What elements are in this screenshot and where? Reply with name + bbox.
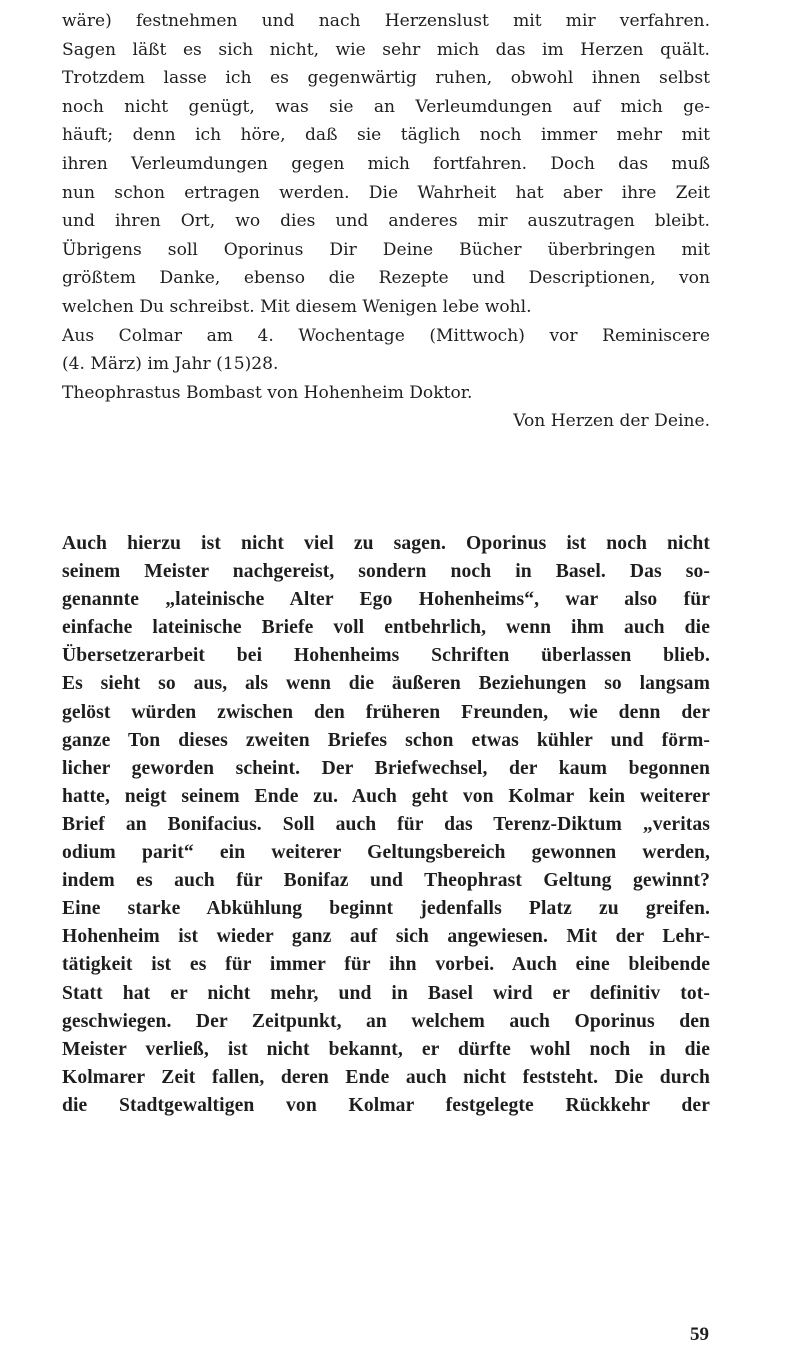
commentary-line: ganze Ton dieses zweiten Briefes schon etwas kühler und förm- — [62, 729, 710, 751]
commentary-line: licher geworden scheint. Der Briefwechsel, der kaum begonnen — [62, 757, 710, 779]
commentary-line: Hohenheim ist wieder ganz auf sich angewiesen. Mit der Lehr- — [62, 926, 710, 948]
commentary-line: Es sieht so aus, als wenn die äußeren Beziehungen so langsam — [62, 673, 710, 695]
letter-dateline: (4. März) im Jahr (15)28. — [62, 354, 279, 375]
letter-line: Trotzdem lasse ich es gegenwärtig ruhen, obwohl ihnen selbst — [62, 68, 710, 89]
editor-commentary — [62, 530, 710, 1120]
letter-line: und ihren Ort, wo dies und anderes mir auszutragen bleibt. — [62, 211, 710, 232]
book-page — [62, 0, 710, 1368]
commentary-line: odium parit“ ein weiterer Geltungsbereich gewonnen werden, — [62, 842, 710, 864]
letter-line: nun schon ertragen werden. Die Wahrheit hat aber ihre Zeit — [62, 182, 710, 203]
commentary-line: einfache lateinische Briefe voll entbehrlich, wenn ihm auch die — [62, 617, 710, 639]
commentary-line: hatte, neigt seinem Ende zu. Auch geht von Kolmar kein weiterer — [62, 785, 710, 807]
letter-translation — [62, 7, 710, 436]
commentary-line: gelöst würden zwischen den früheren Freunden, wie denn der — [62, 701, 710, 723]
commentary-line: Eine starke Abkühlung beginnt jedenfalls Platz zu greifen. — [62, 898, 710, 920]
letter-line: ihren Verleumdungen gegen mich fortfahren. Doch das muß — [62, 153, 710, 174]
letter-line: welchen Du schreibst. Mit diesem Wenigen lebe wohl. — [62, 296, 532, 317]
letter-closing: Von Herzen der Deine. — [513, 411, 710, 432]
commentary-line: genannte „lateinische Alter Ego Hohenheims“, war also für — [62, 589, 710, 611]
commentary-line: indem es auch für Bonifaz und Theophrast Geltung gewinnt? — [62, 870, 710, 892]
commentary-line: seinem Meister nachgereist, sondern noch in Basel. Das so- — [62, 561, 710, 583]
page-number: 59 — [690, 1324, 709, 1345]
letter-line: häuft; denn ich höre, daß sie täglich noch immer mehr mit — [62, 125, 710, 146]
letter-dateline: Aus Colmar am 4. Wochentage (Mittwoch) vor Reminiscere — [62, 325, 710, 346]
commentary-line: tätigkeit ist es für immer für ihn vorbei. Auch eine bleibende — [62, 954, 710, 976]
letter-line: noch nicht genügt, was sie an Verleumdungen auf mich ge- — [62, 96, 710, 117]
commentary-line: Übersetzerarbeit bei Hohenheims Schriften überlassen blieb. — [62, 645, 710, 667]
letter-line: Sagen läßt es sich nicht, wie sehr mich das im Herzen quält. — [62, 39, 710, 60]
commentary-line: Brief an Bonifacius. Soll auch für das Terenz-Diktum „veritas — [62, 813, 710, 835]
commentary-line: Kolmarer Zeit fallen, deren Ende auch nicht feststeht. Die durch — [62, 1066, 710, 1088]
commentary-line: Auch hierzu ist nicht viel zu sagen. Oporinus ist noch nicht — [62, 533, 710, 554]
commentary-line: geschwiegen. Der Zeitpunkt, an welchem auch Oporinus den — [62, 1010, 710, 1032]
commentary-line: Meister verließ, ist nicht bekannt, er dürfte wohl noch in die — [62, 1038, 710, 1060]
letter-signature: Theophrastus Bombast von Hohenheim Doktor. — [62, 382, 473, 403]
letter-line: wäre) festnehmen und nach Herzenslust mit mir verfahren. — [62, 11, 710, 31]
letter-line: größtem Danke, ebenso die Rezepte und Descriptionen, von — [62, 268, 710, 289]
commentary-line: die Stadtgewaltigen von Kolmar festgelegte Rückkehr der — [62, 1094, 710, 1116]
commentary-line: Statt hat er nicht mehr, und in Basel wird er definitiv tot- — [62, 982, 710, 1004]
letter-line: Übrigens soll Oporinus Dir Deine Bücher überbringen mit — [62, 239, 710, 260]
